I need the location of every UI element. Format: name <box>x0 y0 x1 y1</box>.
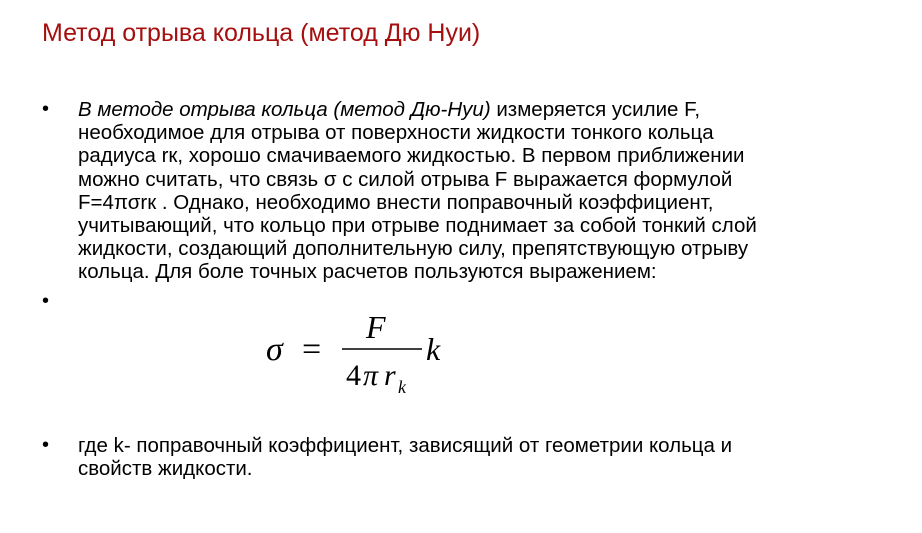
paragraph-line: свойств жидкости. <box>78 457 253 481</box>
formula-denominator-r: r <box>384 359 396 392</box>
paragraph-line: учитывающий, что кольцо при отрыве поднимает за собой тонкий слой <box>78 214 757 238</box>
paragraph-ring-method <box>78 98 893 284</box>
surface-tension-formula <box>262 308 462 408</box>
paragraph-coefficient <box>78 434 893 480</box>
paragraph-line: F=4πσrк . Однако, необходимо внести поправочный коэффициент, <box>78 190 714 214</box>
method-name-italic: В методе отрыва кольца (метод Дю-Нуи) <box>78 98 491 121</box>
paragraph-line <box>78 98 893 121</box>
bullet-marker: • <box>42 98 50 120</box>
formula-denominator-pi: π <box>363 359 379 392</box>
line-text: измеряется усилие F, <box>490 98 701 121</box>
formula-equals: = <box>302 331 322 368</box>
bullet-marker: • <box>42 290 50 312</box>
formula-numerator: F <box>366 309 386 345</box>
paragraph-line: можно считать, что связь σ с силой отрыва F выражается формулой <box>78 167 733 191</box>
slide-title: Метод отрыва кольца (метод Дю Нуи) <box>42 19 481 47</box>
formula-denominator-subscript: k <box>398 377 406 397</box>
paragraph-line: жидкости, создающий дополнительную силу, препятствующую отрыву <box>78 237 749 261</box>
bullet-marker: • <box>42 434 50 456</box>
formula-factor-k: k <box>426 331 441 367</box>
formula-sigma: σ <box>266 331 283 368</box>
paragraph-line: где k- поправочный коэффициент, зависящий от геометрии кольца и <box>78 434 733 457</box>
paragraph-line: необходимое для отрыва от поверхности жидкости тонкого кольца <box>78 121 714 145</box>
formula-denominator-coef: 4 <box>346 359 361 392</box>
paragraph-line: радиуса rк, хорошо смачиваемого жидкостью. В первом приближении <box>78 144 745 168</box>
paragraph-line: кольца. Для боле точных расчетов пользуются выражением: <box>78 260 657 284</box>
